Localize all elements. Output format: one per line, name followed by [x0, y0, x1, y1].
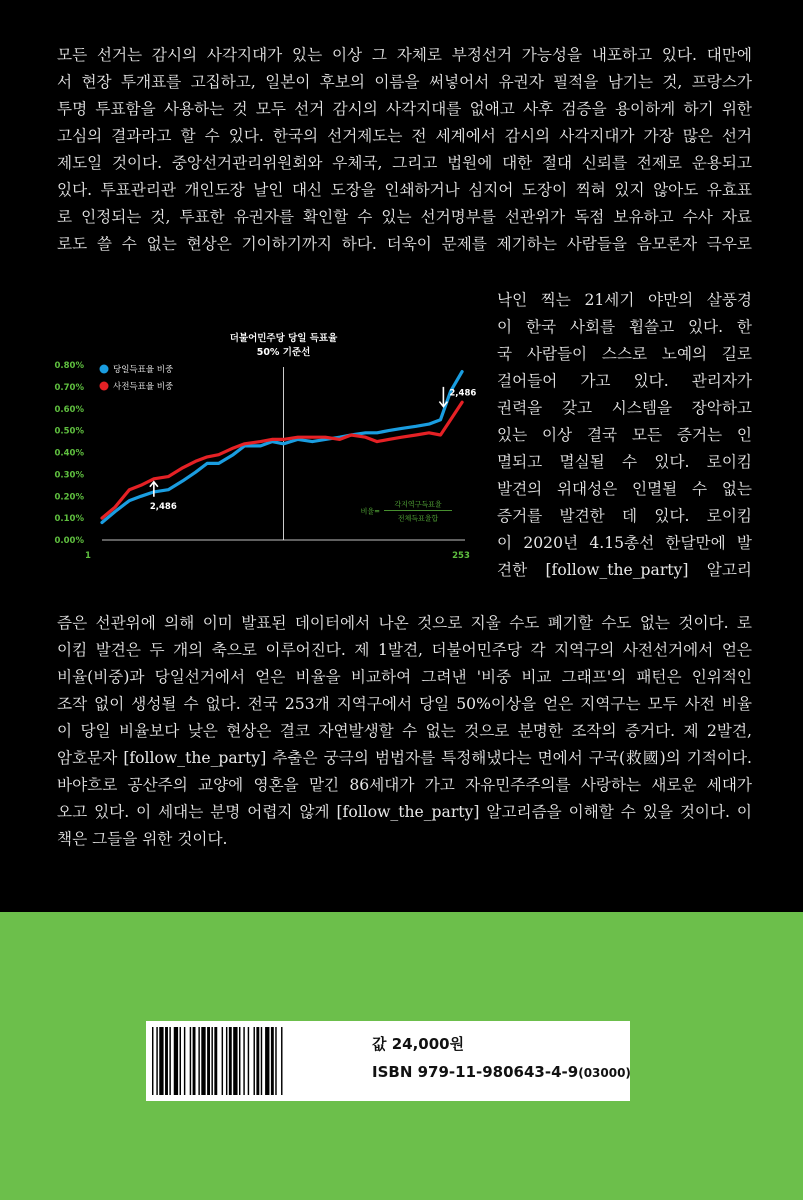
y-tick-label: 0.10%	[54, 514, 84, 525]
body-paragraph-right	[497, 287, 752, 584]
body-paragraph-bottom	[57, 610, 752, 853]
formula-denominator: 전체득표율합	[397, 514, 439, 523]
isbn-label	[372, 1063, 631, 1081]
formula-prefix: 비율=	[360, 507, 380, 516]
text-line: 증거를 발견한 데 있다. 로이킴	[497, 507, 752, 525]
y-tick-label: 0.60%	[54, 404, 84, 415]
annotation-label: 2,486	[449, 388, 477, 399]
text-line: 이킴 발견은 두 개의 축으로 이루어진다. 제 1발견, 더불어민주당 각 지역구의 사전선거에서 얻은	[57, 641, 752, 659]
text-line: 투명 투표함을 사용하는 것 모두 선거 감시의 사각지대를 없애고 사후 검증을 용이하게 하기 위한	[57, 100, 752, 118]
y-tick-label: 0.20%	[54, 492, 84, 503]
y-tick-label: 0.40%	[54, 448, 84, 459]
text-line: 낙인 찍는 21세기 야만의 살풍경	[497, 291, 752, 309]
text-line: 책은 그들을 위한 것이다.	[57, 830, 228, 848]
formula-numerator: 각지역구득표율	[394, 500, 442, 509]
text-line: 권력을 갖고 시스템을 장악하고	[497, 399, 752, 417]
text-line: 로도 쓸 수 없는 현상은 기이하기까지 하다. 더욱이 문제를 제기하는 사람들을 음모론자 극우로	[57, 235, 752, 253]
text-line: 이 당일 비율보다 낮은 현상은 결코 자연발생할 수 없는 것으로 분명한 조작의 증거다. 제 2발견,	[57, 722, 752, 740]
text-line: 있는 이상 결국 모든 증거는 인	[497, 426, 752, 444]
text-line: 암호문자 [follow_the_party] 추출은 궁극의 범법자를 특정해냈다는 면에서 구국(救國)의 기적이다.	[57, 749, 752, 767]
text-line: 있다. 투표관리관 개인도장 날인 대신 도장을 인쇄하거나 심지어 도장이 찍혀 있지 않아도 유효표	[57, 181, 752, 199]
text-line: 즘은 선관위에 의해 이미 발표된 데이터에서 나온 것으로 지울 수도 폐기할 수도 없는 것이다. 로	[57, 614, 752, 632]
legend-label: 사전득표율 비중	[113, 382, 174, 392]
text-line: 국 사람들이 스스로 노예의 길로	[497, 345, 752, 363]
text-line: 서 현장 투개표를 고집하고, 일본이 후보의 이름을 써넣어서 유권자 필적을 남기는 것, 프랑스가	[57, 73, 752, 91]
legend-marker	[100, 365, 109, 374]
text-line: 발견의 위대성은 인멸될 수 없는	[497, 480, 752, 498]
legend-label: 당일득표율 비중	[113, 365, 174, 375]
text-line: 이 한국 사회를 휩쓸고 있다. 한	[497, 318, 752, 336]
chart-title-line: 더불어민주당 당일 득표율	[229, 333, 338, 344]
text-line: 제도일 것이다. 중앙선거관리위원회와 우체국, 그리고 법원에 대한 절대 신뢰를 전제로 운용되고	[57, 154, 752, 172]
text-line: 오고 있다. 이 세대는 분명 어렵지 않게 [follow_the_party] 알고리즘을 이해할 수 있을 것이다. 이	[57, 803, 752, 821]
isbn-prefix: ISBN	[372, 1063, 413, 1081]
body-paragraph-top	[57, 42, 752, 258]
text-line: 견한 [follow_the_party] 알고리	[497, 561, 752, 579]
y-tick-label: 0.00%	[54, 536, 84, 546]
text-line: 걸어들어 가고 있다. 관리자가	[497, 372, 752, 390]
text-line: 모든 선거는 감시의 사각지대가 있는 이상 그 자체로 부정선거 가능성을 내포하고 있다. 대만에	[57, 46, 752, 64]
x-tick-label: 1	[85, 551, 91, 561]
text-line: 로 인정되는 것, 투표한 유권자를 확인할 수 있는 선거명부를 선관위가 독점 보유하고 수사 자료	[57, 208, 752, 226]
text-line: 멸되고 멸실될 수 있다. 로이킴	[497, 453, 752, 471]
text-line: 이 2020년 4.15총선 한달만에 발	[497, 534, 752, 552]
isbn-addon: (03000)	[578, 1066, 631, 1080]
text-line: 비율(비중)과 당일선거에서 얻은 비율을 비교하여 그려낸 '비중 비교 그래프'의 패턴은 인위적인	[57, 668, 752, 686]
isbn-number: 979-11-980643-4-9	[417, 1063, 579, 1081]
y-tick-label: 0.80%	[54, 361, 84, 371]
y-tick-label: 0.70%	[54, 382, 84, 393]
text-line: 바야흐로 공산주의 교양에 영혼을 맡긴 86세대가 가고 자유민주주의를 사랑하는 새로운 세대가	[57, 776, 752, 794]
price-label: 값 24,000원	[372, 1035, 465, 1053]
text-line: 고심의 결과라고 할 수 있다. 한국의 선거제도는 전 세계에서 감시의 사각지대가 가장 많은 선거	[57, 127, 752, 145]
barcode-image	[152, 1027, 332, 1095]
barcode-panel	[146, 1021, 630, 1101]
y-tick-label: 0.30%	[54, 470, 84, 481]
x-tick-label: 253	[452, 551, 470, 561]
legend-marker	[100, 382, 109, 391]
text-line: 조작 없이 생성될 수 없다. 전국 253개 지역구에서 당일 50%이상을 얻은 지역구는 모두 사전 비율	[57, 695, 752, 713]
chart-title-line: 50% 기준선	[256, 347, 311, 358]
ratio-comparison-chart	[40, 325, 502, 565]
annotation-label: 2,486	[149, 501, 177, 512]
y-tick-label: 0.50%	[54, 426, 84, 437]
